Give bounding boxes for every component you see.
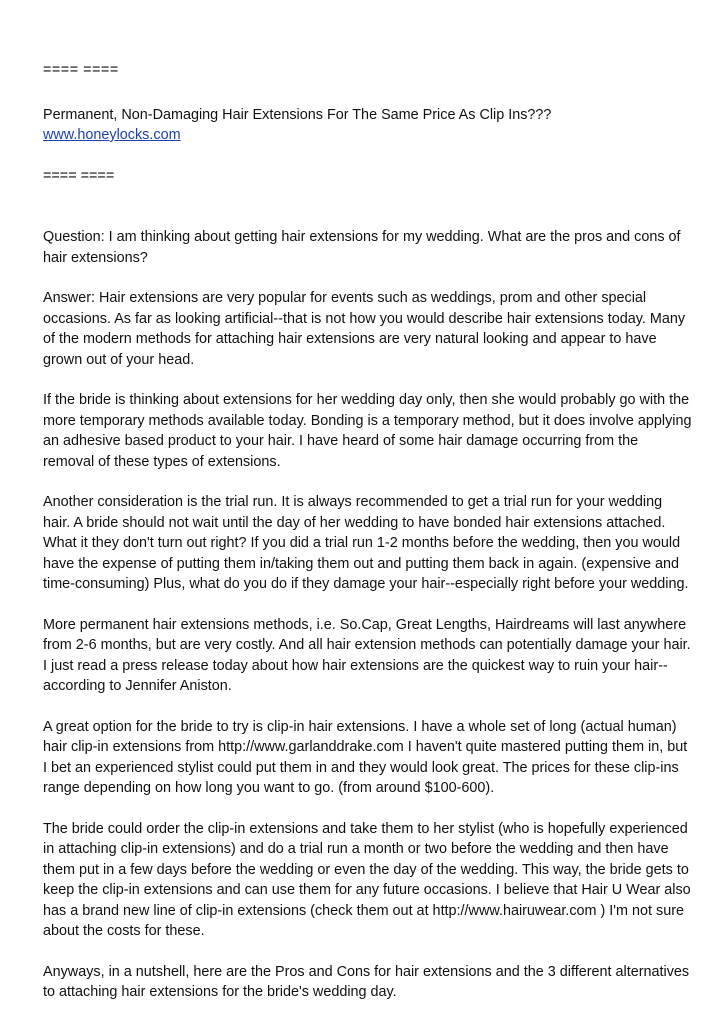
paragraph-temporary-methods: If the bride is thinking about extensions for her wedding day only, then she would probably go with the more temporary methods available today. Bonding is a temporary method, but it does involve applying an adhesive based product to your hair. I have heard of some hair damage occurring from the removal of these types of extensions. [43, 392, 692, 470]
separator-bottom: ==== ==== [43, 167, 115, 184]
paragraph-question: Question: I am thinking about getting hair extensions for my wedding. What are the pros and cons of hair extensions? [43, 229, 681, 266]
paragraph-stylist: The bride could order the clip-in extensions and take them to her stylist (who is hopefully experienced in attaching clip-in extensions) and do a trial run a month or two before the wedding and then have them put in a few days before the wedding or even the day of the wedding. This way, the bride gets to keep the clip-in extensions and can use them for any future occasions. I believe that Hair U Wear also has a brand new line of clip-in extensions (check them out at http://www.hairuwear.com ) I'm not sure about the costs for these. [43, 820, 691, 939]
paragraph-answer: Answer: Hair extensions are very popular for events such as weddings, prom and other special occasions. As far as looking artificial--that is not how you would describe hair extensions today. Many of the modern methods for attaching hair extensions are very natural looking and appear to have grown out of your head. [43, 290, 686, 368]
website-link[interactable]: www.honeylocks.com [43, 127, 181, 143]
paragraph-conclusion: Anyways, in a nutshell, here are the Pros and Cons for hair extensions and the 3 different alternatives to attaching hair extensions for the bride's wedding day. [43, 963, 690, 1000]
paragraph-clip-in-option: A great option for the bride to try is clip-in hair extensions. I have a whole set of long (actual human) hair clip-in extensions from http://www.garlanddrake.com I haven't quite mastered putting them in, but I bet an experienced stylist could put them in and they would look great. The prices for these clip-ins range depending on how long you want to go. (from around $100-600). [43, 718, 688, 796]
document-page [43, 60, 693, 1003]
paragraph-trial-run: Another consideration is the trial run. It is always recommended to get a trial run for your wedding hair. A bride should not wait until the day of her wedding to have bonded hair extensions attached. What it they don't turn out right? If you did a trial run 1-2 months before the wedding, then you would have the expense of putting them in/taking them out and putting them back in again. (expensive and time-consuming) Plus, what do you do if they damage your hair--especially right before your wedding. [43, 494, 689, 592]
separator-top: ==== ==== [43, 62, 119, 78]
article-title: Permanent, Non-Damaging Hair Extensions For The Same Price As Clip Ins??? [43, 106, 552, 123]
paragraph-permanent-methods: More permanent hair extensions methods, i.e. So.Cap, Great Lengths, Hairdreams will last anywhere from 2-6 months, but are very costly. And all hair extension methods can potentially damage your hair. I just read a press release today about how hair extensions are the quickest way to ruin your hair--according to Jennifer Aniston. [43, 616, 691, 694]
